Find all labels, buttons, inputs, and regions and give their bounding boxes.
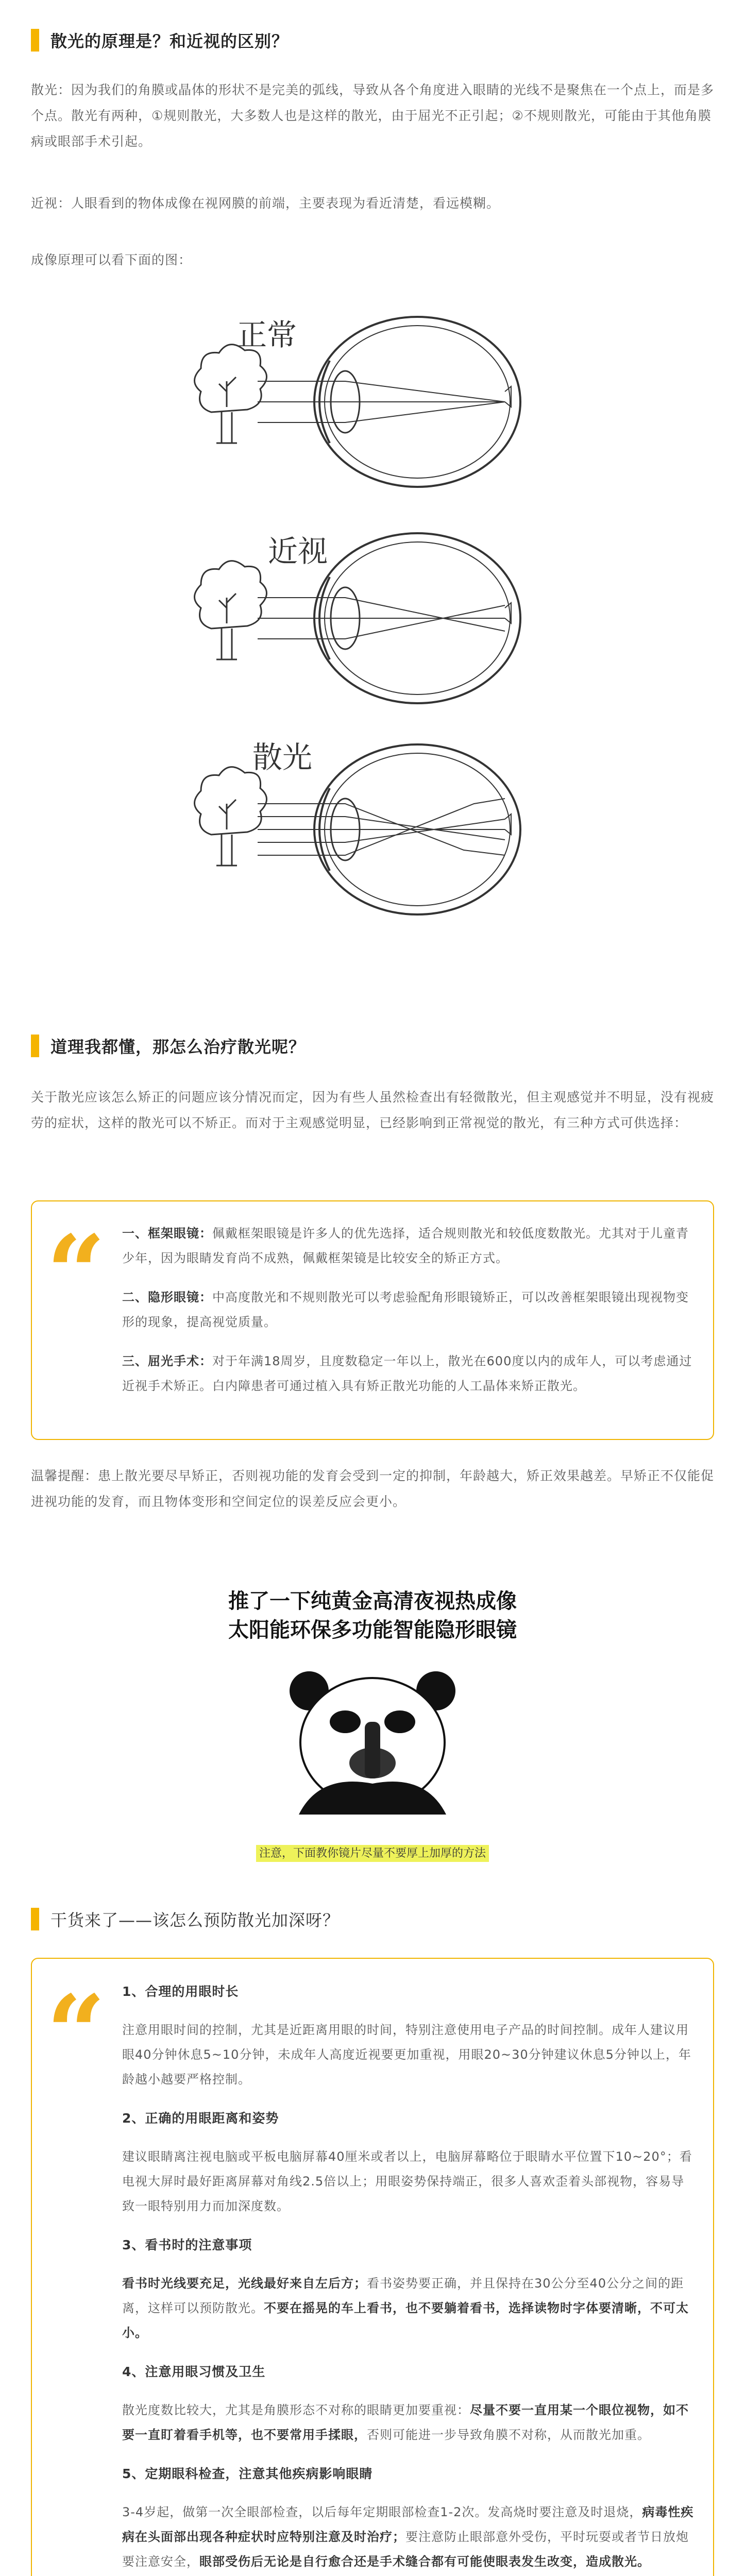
eye-label-normal: 正常 xyxy=(237,317,297,352)
treatment-intro: 关于散光应该怎么矫正的问题应该分情况而定，因为有些人虽然检查出有轻微散光，但主观感觉并不明显，没有视疲劳的症状，这样的散光可以不矫正。而对于主观感觉明显，已经影响到正常视觉的散光，有三种方式可供选择： xyxy=(31,1090,715,1130)
tip-heading: 3、看书时的注意事项 xyxy=(122,2238,252,2252)
eye-label-myopia: 近视 xyxy=(268,534,328,569)
section-title: 干货来了——该怎么预防散光加深呀？ xyxy=(50,1910,340,1930)
treatment-options-box xyxy=(31,1200,714,1440)
section-title: 道理我都懂，那怎么治疗散光呢？ xyxy=(50,1037,306,1057)
eye-diagram-normal xyxy=(195,317,521,487)
section-heading-treatment xyxy=(31,1030,306,1061)
section-heading-prevention xyxy=(31,1904,340,1935)
meme-line-1: 推了一下纯黄金高清夜视热成像 xyxy=(228,1589,517,1613)
eye-diagram-astigmatism xyxy=(195,740,521,914)
tip-heading: 5、定期眼科检查，注意其他疾病影响眼睛 xyxy=(122,2466,373,2481)
myopia-definition: 近视：人眼看到的物体成像在视网膜的前端，主要表现为看近清楚，看远模糊。 xyxy=(31,196,500,211)
eye-diagrams-svg xyxy=(175,304,567,933)
option-frame-glasses: 一、框架眼镜：佩戴框架眼镜是许多人的优先选择，适合规则散光和较低度数散光。尤其对于儿童青少年，因为眼睛发育尚不成熟，佩戴框架镜是比较安全的矫正方式。 xyxy=(122,1226,689,1265)
tip-heading: 2、正确的用眼距离和姿势 xyxy=(122,2111,279,2126)
quote-mark-icon: “ xyxy=(46,1973,106,2094)
tip-heading: 4、注意用眼习惯及卫生 xyxy=(122,2364,266,2379)
imaging-intro: 成像原理可以看下面的图： xyxy=(31,252,192,267)
panda-meme xyxy=(227,1577,518,1865)
astigmatism-definition: 散光：因为我们的角膜或晶体的形状不是完美的弧线，导致从各个角度进入眼睛的光线不是聚焦在一个点上，而是多个点。散光有两种，①规则散光，大多数人也是这样的散光，由于屈光不正引起；②不规则散光，可能由于其他角膜病或眼部手术引起。 xyxy=(31,82,715,149)
panda-face-image xyxy=(227,1645,518,1815)
tip-text: 散光度数比较大，尤其是角膜形态不对称的眼睛更加要重视：尽量不要一直用某一个眼位视物，如不要一直盯着看手机等，也不要常用手揉眼，否则可能进一步导致角膜不对称，从而散光加重。 xyxy=(122,2403,689,2442)
meme-line-2: 太阳能环保多功能智能隐形眼镜 xyxy=(228,1618,517,1642)
tip-text: 建议眼睛离注视电脑或平板电脑屏幕40厘米或者以上，电脑屏幕略位于眼睛水平位置下10~20°；看电视大屏时最好距离屏幕对角线2.5倍以上；用眼姿势保持端正，很多人喜欢歪着头部视物，容易导致一眼特别用力而加深度数。 xyxy=(122,2149,692,2213)
heading-accent-bar xyxy=(31,1035,39,1057)
meme-text xyxy=(227,1577,518,1645)
heading-accent-bar xyxy=(31,29,39,52)
tip-text: 3-4岁起，做第一次全眼部检查，以后每年定期眼部检查1-2次。发高烧时要注意及时退烧，病毒性疾病在头面部出现各种症状时应特别注意及时治疗；要注意防止眼部意外受伤，平时玩耍或者节日放炮要注意安全，眼部受伤后无论是自行愈合还是手术缝合都有可能使眼表发生改变，造成散光。 xyxy=(122,2505,694,2569)
prevention-tips-box xyxy=(31,1958,714,2576)
option-refractive-surgery: 三、屈光手术：对于年满18周岁，且度数稳定一年以上，散光在600度以内的成年人，可以考虑通过近视手术矫正。白内障患者可通过植入具有矫正散光功能的人工晶体来矫正散光。 xyxy=(122,1354,692,1393)
option-contact-lenses: 二、隐形眼镜：中高度散光和不规则散光可以考虑验配角形眼镜矫正，可以改善框架眼镜出现视物变形的现象，提高视觉质量。 xyxy=(122,1290,689,1329)
section-heading-principle xyxy=(31,25,289,56)
tip-text: 注意用眼时间的控制，尤其是近距离用眼的时间，特别注意使用电子产品的时间控制。成年人建议用眼40分钟休息5~10分钟，未成年人高度近视要更加重视，用眼20~30分钟建议休息5分钟以上，年龄越小越要严格控制。 xyxy=(122,2023,691,2087)
section-title: 散光的原理是？和近视的区别？ xyxy=(50,31,289,51)
eye-diagram-myopia xyxy=(195,533,521,703)
quote-mark-icon: “ xyxy=(46,1213,106,1334)
eye-diagrams-figure xyxy=(175,304,567,933)
treatment-options xyxy=(122,1221,695,1413)
meme-caption-row xyxy=(227,1844,518,1860)
meme-caption: 注意，下面教你镜片尽量不要厚上加厚的方法 xyxy=(256,1845,489,1862)
warm-reminder: 温馨提醒：患上散光要尽早矫正，否则视功能的发育会受到一定的抑制，年龄越大，矫正效果越差。早矫正不仅能促进视功能的发育，而且物体变形和空间定位的误差反应会更小。 xyxy=(31,1468,715,1509)
prevention-tips xyxy=(122,1979,695,2576)
eye-label-astigmatism: 散光 xyxy=(252,740,313,775)
tip-text: 看书时光线要充足，光线最好来自左后方；看书姿势要正确，并且保持在30公分至40公分之间的距离，这样可以预防散光。不要在摇晃的车上看书，也不要躺着看书，选择读物时字体要清晰，不可太小。 xyxy=(122,2276,689,2340)
heading-accent-bar xyxy=(31,1908,39,1930)
tip-heading: 1、合理的用眼时长 xyxy=(122,1984,239,1999)
